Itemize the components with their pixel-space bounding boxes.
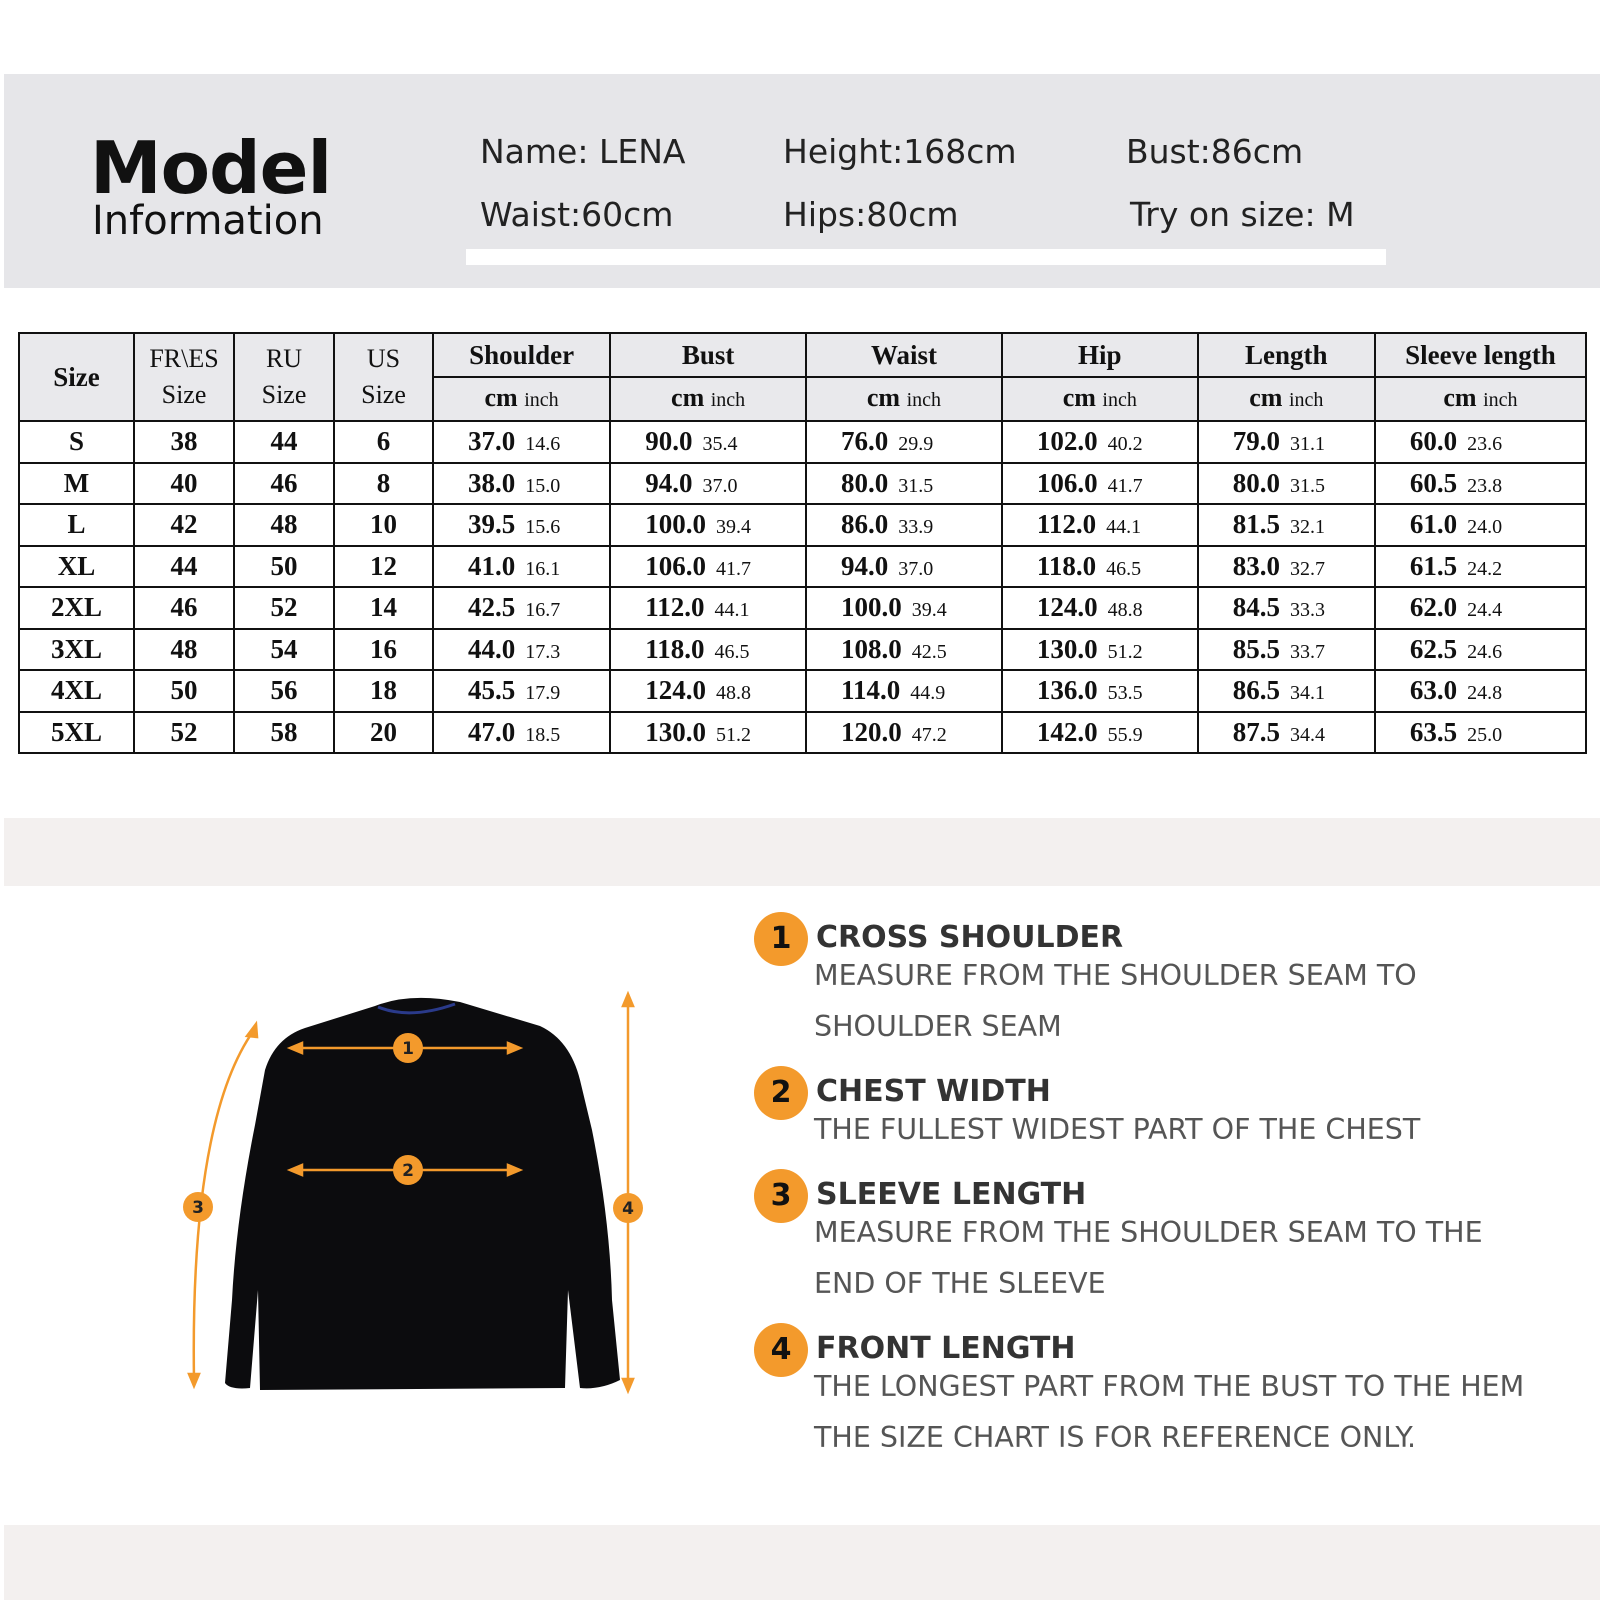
cell-us: 12 — [334, 546, 433, 588]
cell-us: 6 — [334, 421, 433, 463]
header-size: Size — [19, 333, 134, 421]
cell-measure: 118.0 46.5 — [610, 629, 806, 671]
table-row — [19, 546, 1586, 588]
cell-us: 16 — [334, 629, 433, 671]
cell-measure: 61.0 24.0 — [1375, 504, 1586, 546]
table-row — [19, 587, 1586, 629]
cell-ru: 52 — [234, 587, 334, 629]
cell-measure: 60.0 23.6 — [1375, 421, 1586, 463]
step-description: THE SIZE CHART IS FOR REFERENCE ONLY. — [814, 1421, 1417, 1454]
model-bust: Bust:86cm — [1126, 132, 1304, 171]
cell-measure: 106.0 41.7 — [1002, 463, 1198, 505]
step-number-badge: 4 — [754, 1323, 808, 1377]
cell-size: M — [19, 463, 134, 505]
cell-measure: 94.0 37.0 — [806, 546, 1002, 588]
cell-measure: 45.5 17.9 — [433, 670, 610, 712]
header-measure: Waist — [806, 333, 1002, 377]
cell-measure: 80.0 31.5 — [1198, 463, 1375, 505]
cell-us: 18 — [334, 670, 433, 712]
cell-ru: 50 — [234, 546, 334, 588]
svg-text:3: 3 — [192, 1198, 204, 1218]
cell-measure: 130.0 51.2 — [610, 712, 806, 754]
cell-ru: 46 — [234, 463, 334, 505]
model-height: Height:168cm — [783, 132, 1017, 171]
cell-measure: 47.0 18.5 — [433, 712, 610, 754]
cell-measure: 62.5 24.6 — [1375, 629, 1586, 671]
table-row — [19, 670, 1586, 712]
header-measure: Sleeve length — [1375, 333, 1586, 377]
cell-measure: 118.0 46.5 — [1002, 546, 1198, 588]
cell-measure: 112.0 44.1 — [1002, 504, 1198, 546]
header-ru: RU Size — [234, 333, 334, 421]
sweater-diagram — [170, 990, 650, 1420]
size-table — [18, 332, 1587, 754]
cell-fr: 46 — [134, 587, 234, 629]
cell-measure: 85.5 33.7 — [1198, 629, 1375, 671]
cell-measure: 86.5 34.1 — [1198, 670, 1375, 712]
cell-size: L — [19, 504, 134, 546]
step-title: CHEST WIDTH — [816, 1074, 1051, 1109]
model-try-size: Try on size: M — [1130, 195, 1355, 234]
model-title: Model — [90, 126, 332, 210]
cell-us: 20 — [334, 712, 433, 754]
step-description: MEASURE FROM THE SHOULDER SEAM TO THE — [814, 1216, 1483, 1249]
cell-measure: 100.0 39.4 — [806, 587, 1002, 629]
cell-measure: 130.0 51.2 — [1002, 629, 1198, 671]
divider-band — [4, 818, 1600, 886]
footer-band — [4, 1525, 1600, 1600]
cell-size: 3XL — [19, 629, 134, 671]
cell-ru: 58 — [234, 712, 334, 754]
step-number-badge: 2 — [754, 1066, 808, 1120]
cell-measure: 87.5 34.4 — [1198, 712, 1375, 754]
unit-header: cm inch — [1198, 377, 1375, 421]
cell-measure: 106.0 41.7 — [610, 546, 806, 588]
cell-measure: 100.0 39.4 — [610, 504, 806, 546]
cell-measure: 120.0 47.2 — [806, 712, 1002, 754]
cell-measure: 63.0 24.8 — [1375, 670, 1586, 712]
cell-fr: 38 — [134, 421, 234, 463]
header-measure: Shoulder — [433, 333, 610, 377]
sweater-shape — [225, 998, 620, 1390]
step-description: THE LONGEST PART FROM THE BUST TO THE HEM — [814, 1370, 1525, 1403]
cell-measure: 112.0 44.1 — [610, 587, 806, 629]
cell-ru: 56 — [234, 670, 334, 712]
cell-measure: 86.0 33.9 — [806, 504, 1002, 546]
cell-measure: 114.0 44.9 — [806, 670, 1002, 712]
svg-text:2: 2 — [402, 1161, 414, 1181]
cell-measure: 80.0 31.5 — [806, 463, 1002, 505]
model-name: Name: LENA — [480, 132, 686, 171]
cell-measure: 42.5 16.7 — [433, 587, 610, 629]
unit-header: cm inch — [610, 377, 806, 421]
table-row — [19, 421, 1586, 463]
step-description: MEASURE FROM THE SHOULDER SEAM TO — [814, 959, 1417, 992]
svg-text:4: 4 — [622, 1199, 634, 1219]
cell-measure: 81.5 32.1 — [1198, 504, 1375, 546]
cell-measure: 83.0 32.7 — [1198, 546, 1375, 588]
cell-measure: 63.5 25.0 — [1375, 712, 1586, 754]
model-hips: Hips:80cm — [783, 195, 959, 234]
cell-us: 8 — [334, 463, 433, 505]
cell-measure: 90.0 35.4 — [610, 421, 806, 463]
step-description: SHOULDER SEAM — [814, 1010, 1062, 1043]
cell-measure: 44.0 17.3 — [433, 629, 610, 671]
table-row — [19, 463, 1586, 505]
cell-fr: 44 — [134, 546, 234, 588]
unit-header: cm inch — [433, 377, 610, 421]
model-waist: Waist:60cm — [480, 195, 674, 234]
cell-measure: 84.5 33.3 — [1198, 587, 1375, 629]
cell-measure: 94.0 37.0 — [610, 463, 806, 505]
table-row — [19, 629, 1586, 671]
table-row — [19, 712, 1586, 754]
cell-ru: 54 — [234, 629, 334, 671]
header-measure: Hip — [1002, 333, 1198, 377]
cell-size: S — [19, 421, 134, 463]
step-title: FRONT LENGTH — [816, 1331, 1076, 1366]
cell-measure: 39.5 15.6 — [433, 504, 610, 546]
cell-fr: 48 — [134, 629, 234, 671]
cell-ru: 44 — [234, 421, 334, 463]
step-title: CROSS SHOULDER — [816, 920, 1124, 955]
cell-fr: 42 — [134, 504, 234, 546]
step-description: THE FULLEST WIDEST PART OF THE CHEST — [814, 1113, 1421, 1146]
cell-measure: 102.0 40.2 — [1002, 421, 1198, 463]
divider-bar — [466, 249, 1386, 265]
cell-size: 5XL — [19, 712, 134, 754]
unit-header: cm inch — [1002, 377, 1198, 421]
cell-us: 14 — [334, 587, 433, 629]
cell-measure: 60.5 23.8 — [1375, 463, 1586, 505]
cell-size: XL — [19, 546, 134, 588]
cell-measure: 124.0 48.8 — [1002, 587, 1198, 629]
cell-fr: 40 — [134, 463, 234, 505]
cell-measure: 108.0 42.5 — [806, 629, 1002, 671]
step-number-badge: 3 — [754, 1169, 808, 1223]
cell-us: 10 — [334, 504, 433, 546]
cell-measure: 124.0 48.8 — [610, 670, 806, 712]
header-us: US Size — [334, 333, 433, 421]
unit-header: cm inch — [1375, 377, 1586, 421]
header-measure: Bust — [610, 333, 806, 377]
cell-measure: 41.0 16.1 — [433, 546, 610, 588]
svg-text:1: 1 — [402, 1039, 414, 1059]
step-number-badge: 1 — [754, 912, 808, 966]
model-subtitle: Information — [92, 198, 324, 244]
cell-measure: 37.0 14.6 — [433, 421, 610, 463]
cell-measure: 79.0 31.1 — [1198, 421, 1375, 463]
header-measure: Length — [1198, 333, 1375, 377]
cell-fr: 52 — [134, 712, 234, 754]
cell-measure: 61.5 24.2 — [1375, 546, 1586, 588]
cell-size: 2XL — [19, 587, 134, 629]
step-description: END OF THE SLEEVE — [814, 1267, 1106, 1300]
cell-size: 4XL — [19, 670, 134, 712]
header-fr: FR\ES Size — [134, 333, 234, 421]
cell-measure: 76.0 29.9 — [806, 421, 1002, 463]
cell-measure: 142.0 55.9 — [1002, 712, 1198, 754]
cell-measure: 62.0 24.4 — [1375, 587, 1586, 629]
cell-measure: 38.0 15.0 — [433, 463, 610, 505]
cell-fr: 50 — [134, 670, 234, 712]
unit-header: cm inch — [806, 377, 1002, 421]
cell-measure: 136.0 53.5 — [1002, 670, 1198, 712]
step-title: SLEEVE LENGTH — [816, 1177, 1087, 1212]
cell-ru: 48 — [234, 504, 334, 546]
table-row — [19, 504, 1586, 546]
